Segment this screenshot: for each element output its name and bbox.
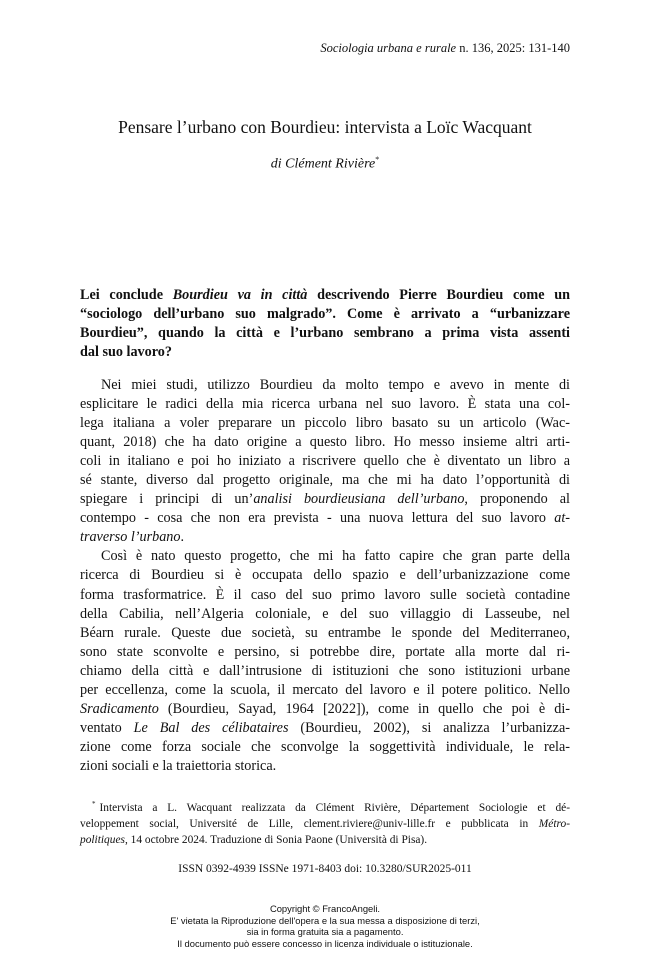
body-line: [80, 490, 570, 509]
body-line: Nei miei studi, utilizzo Bourdieu da molto tempo e avevo in mente di: [101, 377, 570, 393]
body-text: (Bourdieu, 2002), si analizza l’urbanizza-: [288, 719, 571, 736]
body-text: contempo - cosa che non era prevista - una nuova lettura del suo lavoro: [80, 510, 555, 527]
copyright-line: sia in forma gratuita sia a pagamento.: [246, 926, 404, 937]
body-line: Béarn rurale. Queste due società, su entrambe le sponde del Mediterraneo,: [80, 624, 570, 641]
body-line: sono state sconvolte e persino, si potrebbe dire, portate alla morte dal ri-: [80, 643, 570, 660]
body-line: esplicitare le radici della mia ricerca urbana nel suo lavoro. È stata una col-: [80, 396, 570, 413]
footnote-text: Intervista a L. Wacquant realizzata da Clément Rivière, Département Sociologie et dé-: [99, 801, 570, 814]
body-line: [80, 528, 570, 547]
body-line: [80, 700, 570, 719]
footnote-mark: *: [92, 800, 96, 808]
article-author: [0, 155, 650, 173]
author-footnote-mark: *: [375, 155, 380, 164]
footnote-line: [80, 796, 570, 816]
question-text: Lei conclude: [80, 287, 173, 303]
body-line: quant, 2018) che ha dato origine a questo libro. Ho messo insieme altri arti-: [80, 434, 570, 451]
footnote-text: veloppement social, Université de Lille, clement.riviere@univ-lille.fr e pubblicata in: [80, 817, 539, 830]
footnote: [80, 796, 570, 848]
copyright-notice: [0, 903, 650, 949]
copyright-line: Il documento può essere concesso in licenza individuale o istituzionale.: [177, 937, 473, 949]
body-text: .: [180, 529, 185, 546]
body-line: [80, 719, 570, 738]
paragraph: [80, 547, 570, 776]
body-text: (Bourdieu, Sayad, 1964 [2022]), come in quello che poi è di-: [158, 700, 570, 717]
answer-body: [80, 376, 570, 776]
body-line: [80, 509, 570, 528]
question-line: dal suo lavoro?: [80, 344, 172, 360]
italic-phrase: Sradicamento: [80, 700, 159, 717]
body-line: forma trasformatrice. È il caso del suo primo lavoro sulle società contadine: [80, 586, 570, 603]
body-line: sé stante, diverso dal progetto originale, ma che mi ha dato l’opportunità di: [80, 472, 570, 489]
question-line: Bourdieu”, quando la città e l’urbano sembrano a prima vista assenti: [80, 325, 570, 341]
body-line: coli in italiano e poi ho iniziato a riscrivere quello che è diventato un libro a: [80, 453, 570, 470]
footnote-italic: politiques: [80, 833, 125, 846]
body-line: lega italiana a voler preparare un piccolo libro basato su un articolo (Wac-: [80, 415, 570, 432]
italic-phrase: traverso l’urbano: [80, 529, 181, 546]
footnote-line: [80, 816, 570, 832]
issn-doi-line: ISSN 0392-4939 ISSNe 1971-8403 doi: 10.3280/SUR2025-011: [178, 863, 472, 875]
article-title: Pensare l’urbano con Bourdieu: intervista a Loïc Wacquant: [118, 117, 532, 137]
italic-phrase: analisi bourdieusiana dell’urbano: [253, 491, 465, 508]
paragraph: [80, 376, 570, 547]
body-line: chiamo della città e dall’intrusione di istituzioni che sono istituzioni urbane: [80, 662, 570, 679]
body-text: spiegare i principi di un’: [80, 491, 254, 508]
question-text: descrivendo Pierre Bourdieu come un: [307, 287, 570, 303]
italic-phrase: at-: [554, 510, 570, 527]
body-line: per eccellenza, come la scuola, il mercato del lavoro e il potere politico. Nello: [80, 681, 570, 698]
journal-header: [320, 41, 570, 56]
footnote-line: [80, 832, 570, 848]
journal-issue: n. 136, 2025: 131-140: [459, 41, 570, 55]
body-line: Così è nato questo progetto, che mi ha fatto capire che gran parte della: [101, 548, 570, 565]
copyright-line: Copyright © FrancoAngeli.: [269, 903, 381, 914]
italic-phrase: Le Bal des célibataires: [133, 719, 289, 736]
footnote-text: , 14 octobre 2024. Traduzione di Sonia Paone (Università di Pisa).: [124, 833, 428, 846]
journal-name: Sociologia urbana e rurale: [320, 41, 457, 55]
copyright-line: E' vietata la Riproduzione dell'opera e la sua messa a disposizione di terzi,: [170, 914, 480, 926]
question-line: “sociologo dell’urbano suo malgrado”. Come è arrivato a “urbanizzare: [80, 306, 570, 322]
body-text: ventato: [80, 719, 134, 736]
body-line: della Cabilia, nell’Algeria coloniale, e del suo villaggio di Lasseube, nel: [80, 605, 570, 622]
body-text: , proponendo al: [464, 491, 570, 508]
body-line: zioni sociali e la traiettoria storica.: [80, 757, 277, 774]
body-line: zione come forza sociale che sconvolge la soggettività individuale, le rela-: [80, 738, 570, 755]
author-name: di Clément Rivière: [270, 156, 376, 172]
question-line: [80, 286, 570, 305]
interview-question: [80, 286, 570, 362]
body-line: ricerca di Bourdieu si è occupata dello spazio e dell’urbanizzazione come: [80, 567, 570, 584]
book-title-ref: Bourdieu va in città: [172, 287, 308, 303]
footnote-italic: Métro-: [538, 817, 570, 830]
